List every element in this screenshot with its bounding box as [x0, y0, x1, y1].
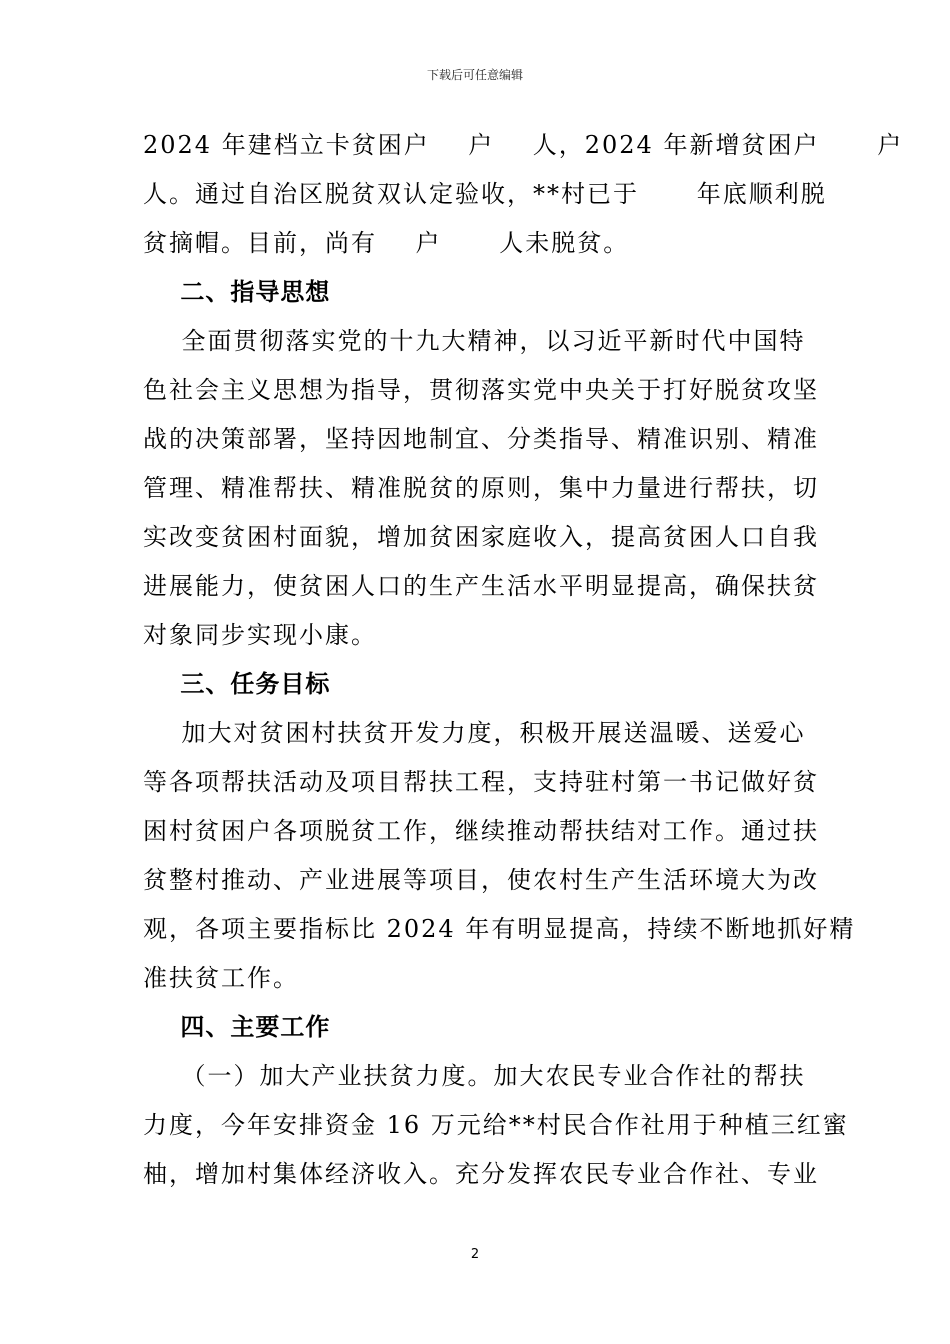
body-line: （一）加大产业扶贫力度。加大农民专业合作社的帮扶: [143, 1062, 806, 1090]
body-line: 加大对贫困村扶贫开发力度，积极开展送温暖、送爱心: [143, 719, 806, 747]
section-heading-guiding-ideology: 二、指导思想: [143, 278, 331, 306]
section-heading-task-goals: 三、任务目标: [143, 670, 331, 698]
body-line: 柚，增加村集体经济收入。充分发挥农民专业合作社、专业: [143, 1160, 819, 1188]
body-line: 对象同步实现小康。: [143, 621, 377, 649]
page-number: 2: [470, 1247, 480, 1262]
body-line: 色社会主义思想为指导，贯彻落实党中央关于打好脱贫攻坚: [143, 376, 819, 404]
body-line: 战的决策部署，坚持因地制宜、分类指导、精准识别、精准: [143, 425, 819, 453]
body-line: 贫整村推动、产业进展等项目，使农村生产生活环境大为改: [143, 866, 819, 894]
body-line: 困村贫困户各项脱贫工作，继续推动帮扶结对工作。通过扶: [143, 817, 819, 845]
body-line: 管理、精准帮扶、精准脱贫的原则，集中力量进行帮扶，切: [143, 474, 819, 502]
body-line: 贫摘帽。目前，尚有 户 人未脱贫。: [143, 229, 630, 257]
body-line: 等各项帮扶活动及项目帮扶工程，支持驻村第一书记做好贫: [143, 768, 819, 796]
body-line: 准扶贫工作。: [143, 964, 299, 992]
body-line: 人。通过自治区脱贫双认定验收，**村已于 年底顺利脱: [143, 180, 827, 208]
body-line: 实改变贫困村面貌，增加贫困家庭收入，提高贫困人口自我: [143, 523, 819, 551]
body-line: 观，各项主要指标比 2024 年有明显提高，持续不断地抓好精: [143, 915, 856, 943]
section-heading-main-work: 四、主要工作: [143, 1013, 331, 1041]
page-header-note: 下载后可任意编辑: [426, 68, 523, 82]
body-line: 进展能力，使贫困人口的生产生活水平明显提高，确保扶贫: [143, 572, 819, 600]
body-line: 全面贯彻落实党的十九大精神，以习近平新时代中国特: [143, 327, 806, 355]
body-line: 2024 年建档立卡贫困户 户 人，2024 年新增贫困户 户: [143, 131, 904, 159]
body-line: 力度，今年安排资金 16 万元给**村民合作社用于种植三红蜜: [143, 1111, 849, 1139]
document-body: [143, 121, 904, 1199]
